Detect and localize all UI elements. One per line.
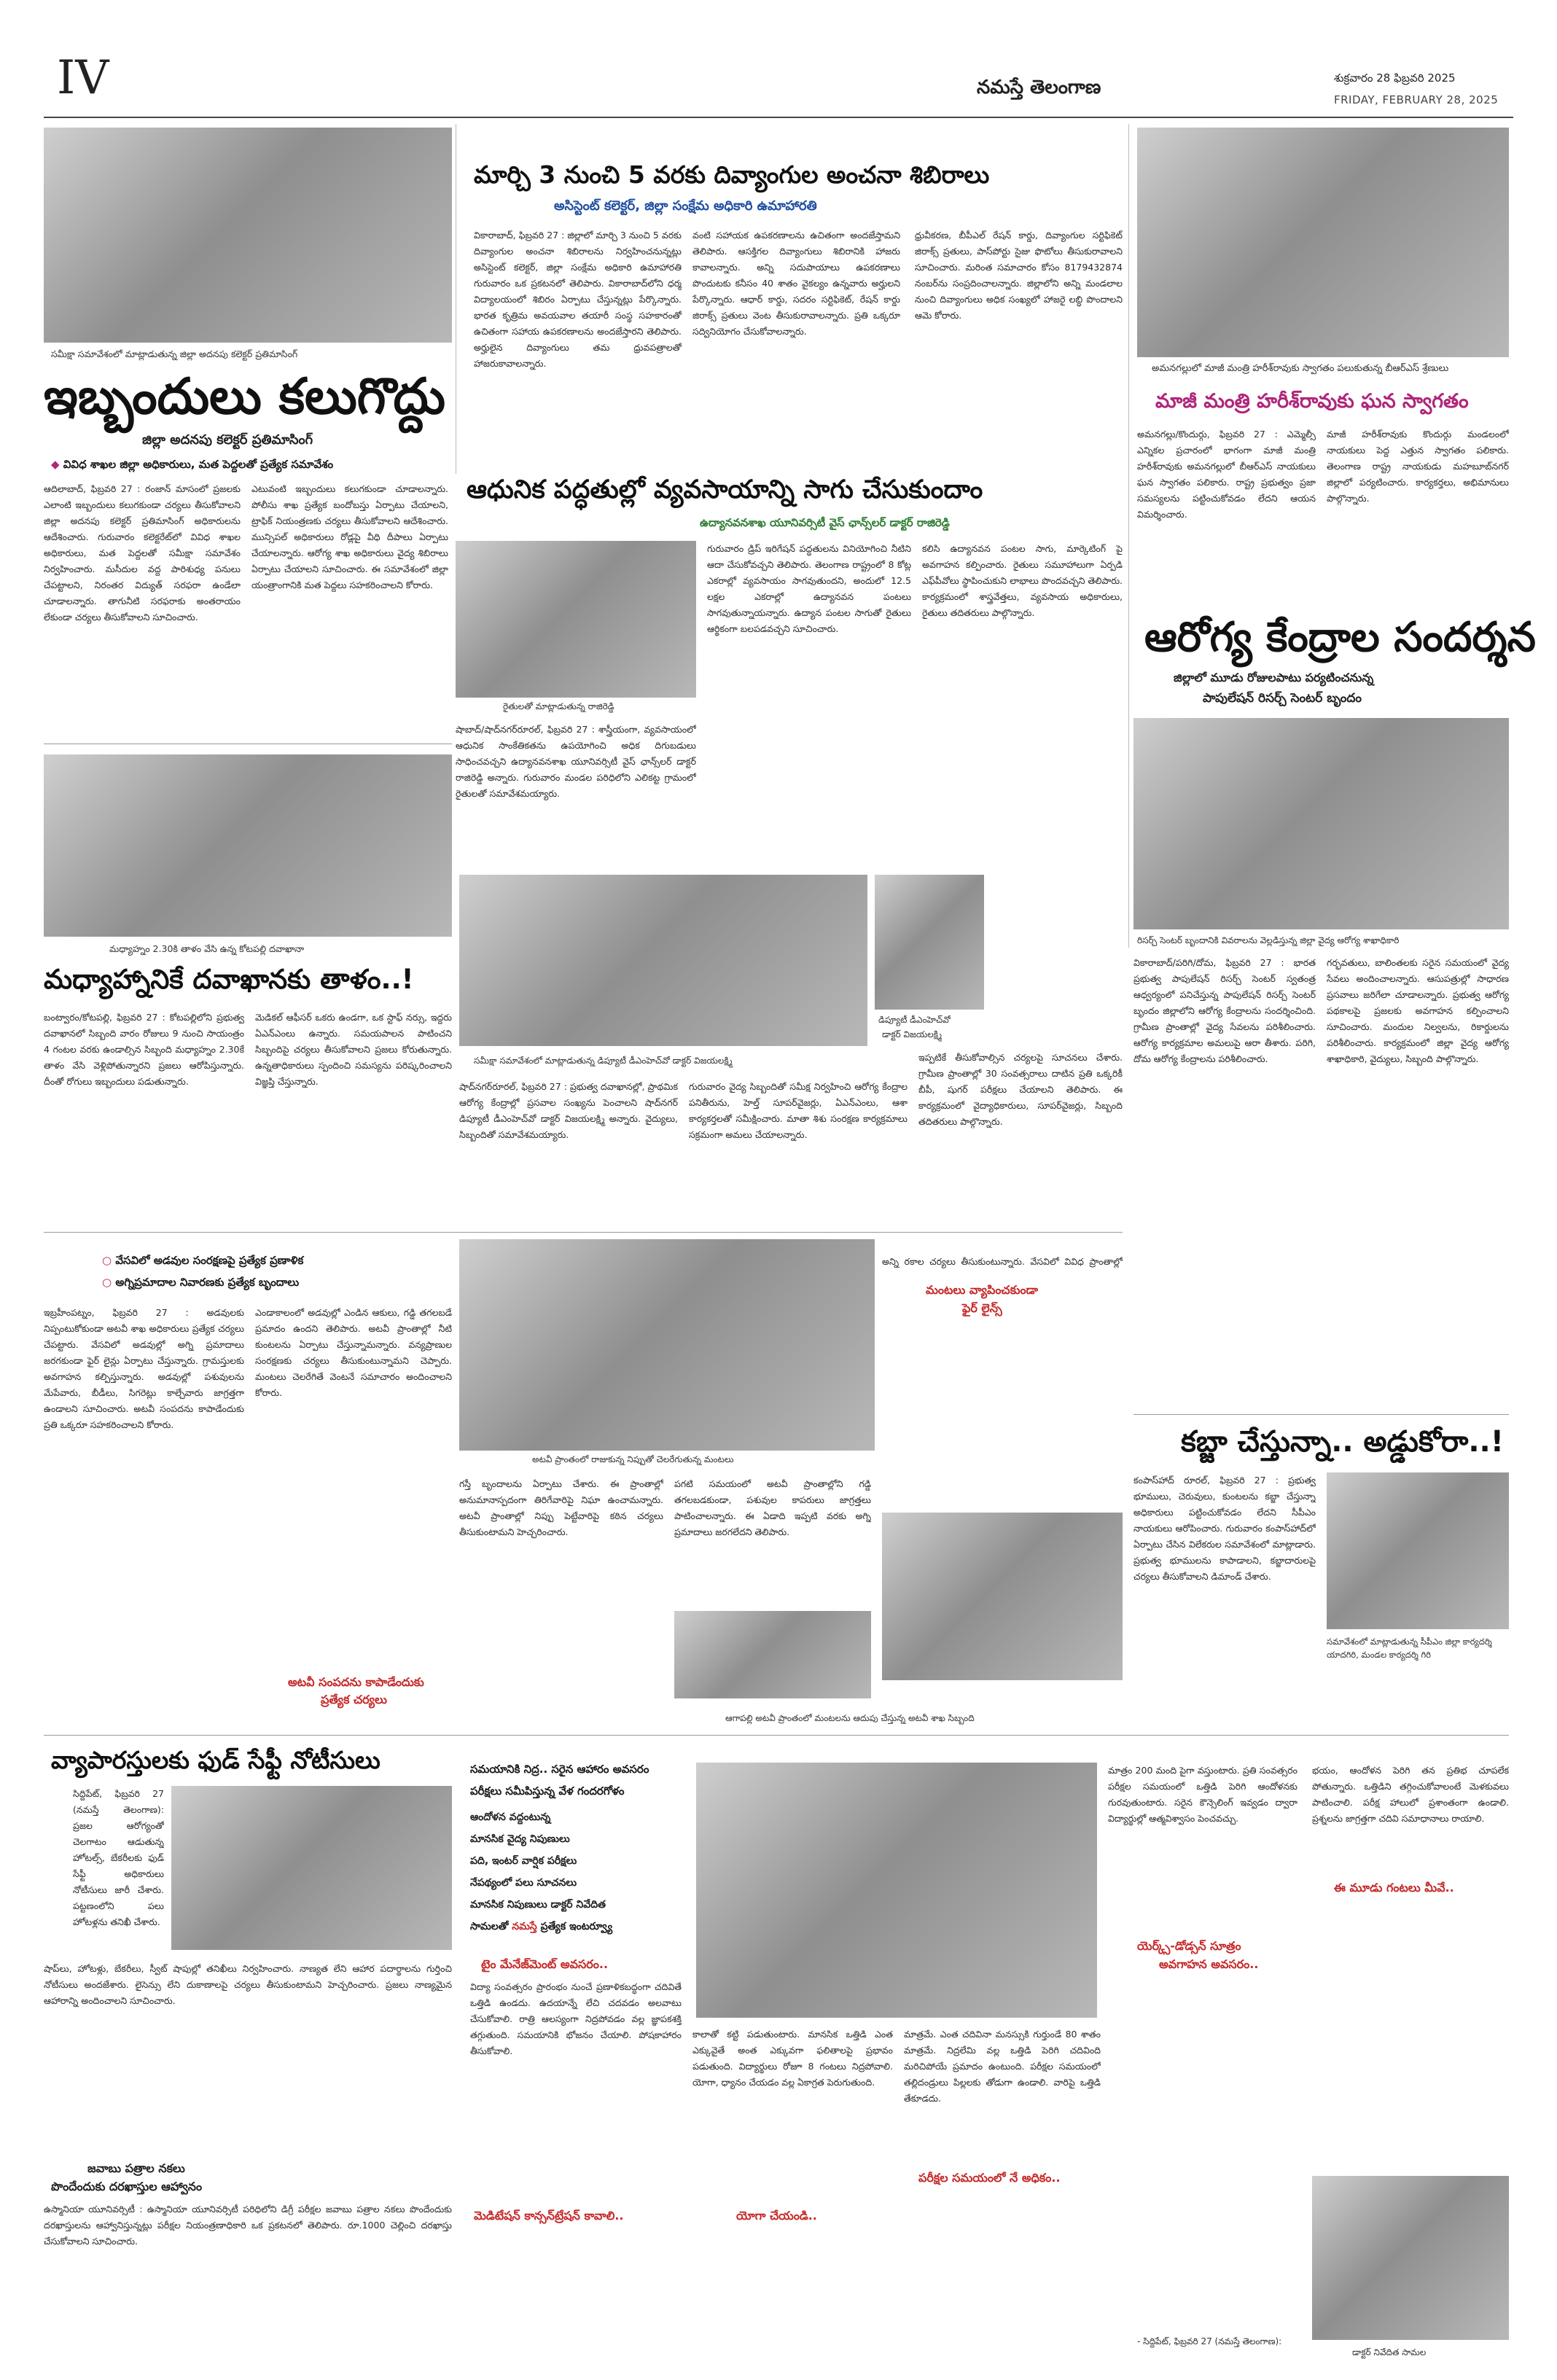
exam-col-1: విద్యా సంవత్సరం ప్రారంభం నుంచే ప్రణాళికబద్ధంగా చదివితే ఒత్తిడి ఉండదు. ఉదయాన్నే లేచి చదవడం అలవాటు చేసుకోవాలి. రాత్రి ఆలస్యంగా నిద్రపోవడం వల్ల జ్ఞాపకశక్తి తగ్గుతుంది. సమయానికి భోజనం చేయాలి. పోషకాహారం తీసుకోవాలి. (470, 1981, 682, 2056)
vijayalakshmi-col-2: గురువారం వైద్య సిబ్బందితో సమీక్ష నిర్వహించి ఆరోగ్య కేంద్రాల పనితీరును, హెల్త్ సూపర్‌వైజర్లు, ఏఎన్‌ఎంలు, ఆశా కార్యకర్తలతో సమీక్షించారు. మాతా శిశు సంరక్షణ కార్యక్రమాలు సక్రమంగా అమలు చేయాలన్నారు. (689, 1081, 908, 1140)
food-safety-sub-1: జవాబు పత్రాల నకలు (87, 2161, 185, 2175)
fire-photo-small (674, 1611, 871, 1698)
harish-photo (1137, 128, 1509, 357)
vijayalakshmi-col-3-visible: ఇప్పటికే తీసుకోవాల్సిన చర్యలపై సూచనలు చేశారు. గ్రామీణ ప్రాంతాల్లో 30 సంవత్సరాలు దాటిన ప్రతి ఒక్కరికీ బీపీ, షుగర్ పరీక్షలు చేయాలని తెలిపారు. ఈ కార్యక్రమంలో వైద్యాధికారులు, సూపర్‌వైజర్లు, సిబ్బంది తదితరులు పాల్గొన్నారు. (918, 1052, 1123, 1127)
exam-signoff: - సిద్దిపేట్, ఫిబ్రవరి 27 (నమస్తే తెలంగాణ): (1137, 2336, 1282, 2346)
brand-name: నమస్తే తెలంగాణ (977, 77, 1101, 98)
farming-byline: ఉద్యానవనశాఖ యూనివర్సిటీ వైస్ ఛాన్స్‌లర్ డాక్టర్ రాజిరెడ్డి (700, 516, 950, 529)
exam-list-item: మానసిక నిపుణులు డాక్టర్ నివేదిత (470, 1899, 606, 1911)
harish-col-1: అమనగల్లు/కొందుర్గు, ఫిబ్రవరి 27 : ఎమ్మెల్సీ ఎన్నికల ప్రచారంలో భాగంగా మాజీ మంత్రి హరీశ్‌రావుకు అమనగల్లులో బీఆర్‌ఎస్ నాయకులు ఘన స్వాగతం పలికారు. రాష్ట్ర ప్రభుత్వం ప్రజా సమస్యలను పట్టించుకోవడం లేదని ఆయన విమర్శించారు. (1137, 429, 1316, 520)
exam-list-item: మానసిక వైద్య నిపుణులు (470, 1833, 570, 1845)
kabja-headline: కబ్జా చేస్తున్నా.. అడ్డుకోరా..! (1181, 1425, 1504, 1459)
camps-col-2: వంటి సహాయక ఉపకరణాలను ఉచితంగా అందజేస్తామని తెలిపారు. ఆసక్తిగల దివ్యాంగులు శిబిరానికి హాజరు కావాలన్నారు. అన్ని సదుపాయాలు ఉపకరణాలు పొందుటకు కనీసం 40 శాతం వైకల్యం ఉన్నవారు అర్హులని పేర్కొన్నారు. ఆధార్ కార్డు, సదరం సర్టిఫికెట్, రేషన్ కార్డు జిరాక్స్ ప్రతులు వెంట తీసుకురావాలన్నారు. ప్రతి ఒక్కరూ సద్వినియోగం చేసుకోవాలన్నారు. (692, 230, 900, 337)
food-safety-sub-2: పొందేందుకు దరఖాస్తుల ఆహ్వానం (51, 2180, 203, 2193)
rule-h-3 (1133, 1414, 1509, 1415)
exam-list-item: పది, ఇంటర్ వార్షిక పరీక్షలు (470, 1855, 577, 1867)
fire-subhead-red: అటవీ సంపదను కాపాడేందుకు (288, 1675, 424, 1689)
fire-col-1: ఇబ్రహీంపట్నం, ఫిబ్రవరి 27 : అడవులకు నిప్పంటుకోకుండా అటవీ శాఖ అధికారులు ప్రత్యేక చర్యలు చేపట్టారు. వేసవిలో అడవుల్లో అగ్ని ప్రమాదాలు జరగకుండా ఫైర్ లైన్లు ఏర్పాటు చేస్తున్నారు. గ్రామస్తులకు అవగాహన కల్పిస్తున్నారు. అడవుల్లో పశువులను మేపేవారు, బీడీలు, సిగరెట్లు కాల్చేవారు జాగ్రత్తగా ఉండాలని సూచించారు. అటవీ సంపదను కాపాడేందుకు ప్రతి ఒక్కరూ సహకరించాలని కోరారు. (44, 1307, 244, 1430)
masthead-rule (44, 117, 1513, 118)
camps-col-1: వికారాబాద్, ఫిబ్రవరి 27 : జిల్లాలో మార్చి 3 నుంచి 5 వరకు దివ్యాంగుల అంచనా శిబిరాలను నిర్వహించనున్నట్లు అసిస్టెంట్ కలెక్టర్, జిల్లా సంక్షేమ అధికారి ఉమాహారతి గురువారం ఒక ప్రకటనలో తెలిపారు. వికారాబాద్‌లోని ధర్మ విద్యాలయంలో శిబిరం ఏర్పాటు చేస్తున్నట్లు పేర్కొన్నారు. భారత కృత్రిమ అవయవాల తయారీ సంస్థ సహకారంతో ఉచితంగా సహాయ ఉపకరణాలను అందజేస్తారని తెలిపారు. అర్హులైన దివ్యాంగులు తమ ధ్రువపత్రాలతో హాజరుకావాలన్నారు. (474, 230, 682, 369)
rule-h-4 (44, 1735, 1509, 1736)
davakhana-kicker: మధ్యాహ్నం 2.30కి తాళం వేసి ఉన్న కోటపల్లి దవాఖానా (109, 943, 305, 954)
exam-interview-line (470, 1921, 612, 1935)
fire-col-4: పగటి సమయంలో అటవీ ప్రాంతాల్లోని గడ్డి తగలబడకుండా, పశువుల కాపరులు జాగ్రత్తలు పాటించాలన్నారు. ఈ ఏడాది ఇప్పటి వరకు అగ్ని ప్రమాదాలు జరగలేదని తెలిపారు. (674, 1478, 871, 1537)
exam-sub-yerkes-2: అవగాహన అవసరం.. (1159, 1957, 1259, 1971)
ibbandulu-headline: ఇబ్బందులు కలుగొద్దు (44, 368, 446, 426)
exam-heading-1: సమయానికి నిద్ర.. సరైన ఆహారం అవసరం (470, 1763, 649, 1776)
exam-interview-suffix: ప్రత్యేక ఇంటర్వ్యూ (540, 1921, 613, 1932)
exam-sub-yerkes: యెర్క్స్-డోడ్సన్ సూత్రం (1137, 1939, 1241, 1953)
fire-photo-right (882, 1513, 1123, 1680)
ibbandulu-kicker: సమీక్షా సమావేశంలో మాట్లాడుతున్న జిల్లా అదనపు కలెక్టర్ ప్రతిమాసింగ్ (51, 348, 298, 359)
exam-heading-2: పరీక్షలు సమీపిస్తున్న వేళ గందరగోళం (470, 1784, 625, 1798)
food-safety-col-1: సిద్దిపేట్, ఫిబ్రవరి 27 (నమస్తే తెలంగాణ): ప్రజల ఆరోగ్యంతో చెలగాటం ఆడుతున్న హోటల్స్, బేకరీలకు ఫుడ్ సేఫ్టీ అధికారులు నోటీసులు జారీ చేశారు. పట్టణంలోని పలు హోటళ్లను తనిఖీ చేశారు. (73, 1788, 164, 1927)
exam-sub-yoga: యోగా చేయండి.. (736, 2209, 817, 2223)
fire-photo-caption: అటవీ ప్రాంతంలో రాజుకున్న నిప్పుతో చెలరేగుతున్న మంటలు (532, 1454, 734, 1464)
ibbandulu-col-2: ఎటువంటి ఇబ్బందులు కలుగకుండా చూడాలన్నారు. పోలీసు శాఖ ప్రత్యేక బందోబస్తు ఏర్పాటు చేయాలని, ట్రాఫిక్ నియంత్రణకు చర్యలు తీసుకోవాలని ఆదేశించారు. మున్సిపల్ అధికారులు రోడ్లపై వీధి దీపాలు ఏర్పాటు చేయాలన్నారు. ఆరోగ్య శాఖ అధికారులు వైద్య శిబిరాలు ఏర్పాటు చేయాలని సూచించారు. ఈ సమావేశంలో జిల్లా యంత్రాంగానికి మత పెద్దలు సహకరించాలని కోరారు. (251, 483, 448, 590)
davakhana-col-1: బంట్వారం/కోటపల్లి, ఫిబ్రవరి 27 : కోటపల్లిలోని ప్రభుత్వ దవాఖానలో సిబ్బంది వారం రోజులు 9 నుంచి సాయంత్రం 4 గంటల వరకు ఉండాల్సిన సిబ్బంది మధ్యాహ్నం 2.30కే తాళం వేసి వెళ్లిపోతున్నారని ప్రజలు ఆరోపిస్తున్నారు. దీంతో రోగులు ఇబ్బందులు పడుతున్నారు. (44, 1012, 244, 1087)
vijayalakshmi-caption-1: డిప్యూటీ డీఎంహెచ్‌వో (878, 1015, 951, 1025)
date-telugu: శుక్రవారం 28 ఫిబ్రవరి 2025 (1334, 71, 1456, 85)
exam-col-3: మాత్రమే. ఎంత చదివినా మనస్సుకి గుర్తుండే 80 శాతం మాత్రమే. నిద్రలేమి వల్ల ఒత్తిడి పెరిగి చదివింది మరిచిపోయే ప్రమాదం ఉంటుంది. పరీక్షల సమయంలో తల్లిదండ్రులు పిల్లలకు తోడుగా ఉండాలి. వారిపై ఒత్తిడి తేకూడదు. (904, 2029, 1101, 2104)
fire-bullet-1 (102, 1254, 303, 1270)
harish-headline: మాజీ మంత్రి హరీశ్‌రావుకు ఘన స్వాగతం (1155, 390, 1469, 413)
ibbandulu-byline: జిల్లా అదనపు కలెక్టర్ ప్రతిమాసింగ్ (142, 432, 313, 448)
exam-sub-3hours: ఈ మూడు గంటలు మీవే.. (1334, 1881, 1454, 1895)
fire-mid-text-intro (882, 1254, 1123, 1268)
exam-list (470, 1806, 606, 1916)
farming-col-1: షాబాద్/షాద్‌నగర్‌రూరల్, ఫిబ్రవరి 27 : శాస్త్రీయంగా, వ్యవసాయంలో ఆధునిక సాంకేతికతను ఉపయోగించి అధిక దిగుబడులు సాధించవచ్చని ఉద్యానవనశాఖ యూనివర్సిటీ వైస్ ఛాన్స్‌లర్ డాక్టర్ రాజిరెడ్డి అన్నారు. గురువారం మండల పరిధిలోని ఎలికట్ట గ్రామంలో రైతులతో సమావేశమయ్యారు. (456, 724, 696, 799)
camps-headline: మార్చి 3 నుంచి 5 వరకు దివ్యాంగుల అంచనా శిబిరాలు (474, 160, 990, 189)
rule-right-top (1128, 124, 1129, 948)
page-number: IV (57, 51, 109, 105)
fire-bullet-2-text: అగ్నిప్రమాదాల నివారణకు ప్రత్యేక బృందాలు (115, 1276, 300, 1289)
arogya-col-2: గర్భవతులు, బాలింతలకు సరైన సమయంలో వైద్య సేవలు అందించాలన్నారు. ఆసుపత్రుల్లో సాధారణ ప్రసవాలు జరిగేలా చూడాలన్నారు. ప్రభుత్వ ఆరోగ్య పథకాలపై ప్రజలకు అవగాహన కల్పించాలని సూచించారు. మందుల నిల్వలను, రికార్డులను పరిశీలించారు. కార్యక్రమంలో జిల్లా వైద్య ఆరోగ్య శాఖాధికారి, వైద్యులు, సిబ్బంది పాల్గొన్నారు. (1327, 957, 1509, 1064)
exam-interview-prefix: సామలతో (470, 1921, 509, 1932)
exam-col-2: కాలాతో కట్టి పడుతుంటారు. మానసిక ఒత్తిడి ఎంత ఎక్కువైతే అంత ఎక్కువగా ఫలితాలపై ప్రభావం పడుతుంది. విద్యార్థులు రోజూ 8 గంటలు నిద్రపోవాలి. యోగా, ధ్యానం చేయడం వల్ల ఏకాగ్రత పెరుగుతుంది. (692, 2029, 893, 2088)
arogya-headline: ఆరోగ్య కేంద్రాల సందర్శన (1144, 614, 1536, 661)
exam-sub-meditation: మెడిటేషన్ కాన్సన్‌ట్రేషన్ కావాలి.. (474, 2209, 624, 2223)
exam-signature: డాక్టర్ నివేదిత సామల (1352, 2347, 1427, 2357)
exam-photo (696, 1763, 1097, 2018)
camps-byline: అసిస్టెంట్ కలెక్టర్, జిల్లా సంక్షేమ అధికారి ఉమాహారతి (554, 198, 817, 214)
exam-portrait (1312, 2176, 1509, 2340)
harish-kicker: అమనగల్లులో మాజీ మంత్రి హరీశ్‌రావుకు స్వాగతం పలుకుతున్న బీఆర్‌ఎస్ శ్రేణులు (1152, 363, 1449, 374)
ibbandulu-photo (44, 128, 452, 343)
vijayalakshmi-kicker: సమీక్షా సమావేశంలో మాట్లాడుతున్న డిప్యూటీ డీఎంహెచ్‌వో డాక్టర్ విజయలక్ష్మి (474, 1056, 733, 1066)
kabja-kicker: సమావేశంలో మాట్లాడుతున్న సీపీఎం జిల్లా కార్యదర్శి యాదగిరి, మండల కార్యదర్శి గిరి (1327, 1636, 1492, 1660)
arogya-photo (1133, 718, 1509, 929)
fire-mid-subhead: మంటలు వ్యాపించకుండా (926, 1283, 1038, 1297)
arogya-byline: పాపులేషన్ రిసర్చ్ సెంటర్ బృందం (1203, 691, 1362, 706)
fire-subhead-red-2: ప్రత్యేక చర్యలు (321, 1693, 387, 1706)
fire-mid-subhead-2: ఫైర్ లైన్స్ (962, 1301, 1002, 1315)
arogya-subhead: జిల్లాలో మూడు రోజులపాటు పర్యటించనున్న (1174, 671, 1374, 684)
fire-bullet-1-text: వేసవిలో అడవుల సంరక్షణపై ప్రత్యేక ప్రణాళిక (115, 1254, 304, 1267)
exam-sub-time: టైం మేనేజ్‌మెంట్ అవసరం.. (481, 1957, 609, 1971)
exam-col-5: భయం, ఆందోళన పెరిగి తన ప్రతిభ చూపలేక పోతున్నారు. ఒత్తిడిని తగ్గించుకోవాలంటే మెళకువలు పాటించాలి. పరీక్ష హాలులో ప్రశాంతంగా ఉండాలి. ప్రశ్నలను జాగ్రత్తగా చదివి సమాధానాలు రాయాలి. (1312, 1765, 1509, 1824)
food-safety-col-3: ఉస్మానియా యూనివర్సిటీ : ఉస్మానియా యూనివర్సిటీ పరిధిలోని డిగ్రీ పరీక్షల జవాబు పత్రాల నకలు పొందేందుకు దరఖాస్తులను ఆహ్వానిస్తున్నట్లు పరీక్షల నియంత్రణాధికారి ఒక ప్రకటనలో తెలిపారు. రూ.1000 చెల్లించి దరఖాస్తు చేసుకోవాలని సూచించారు. (44, 2204, 452, 2247)
davakhana-col-2: మెడికల్ ఆఫీసర్ ఒకరు ఉండగా, ఒక స్టాఫ్ నర్సు, ఇద్దరు ఏఎన్‌ఎంలు ఉన్నారు. సమయపాలన పాటించని సిబ్బందిపై చర్యలు తీసుకోవాలని ప్రజలు కోరుతున్నారు. ఉన్నతాధికారులు స్పందించి సమస్యను పరిష్కరించాలని విజ్ఞప్తి చేస్తున్నారు. (255, 1012, 452, 1087)
exam-list-item: నేపథ్యంలో పలు సూచనలు (470, 1877, 577, 1889)
farming-photo (456, 541, 696, 698)
exam-list-item: ఆందోళన వద్దంటున్న (470, 1811, 551, 1823)
food-safety-headline: వ్యాపారస్తులకు ఫుడ్ సేఫ్టీ నోటీసులు (51, 1746, 381, 1774)
rule-h-2 (44, 1232, 1123, 1233)
davakhana-headline: మధ్యాహ్నానికే దవాఖానకు తాళం..! (44, 964, 414, 995)
ibbandulu-col-1: ఆదిలాబాద్, ఫిబ్రవరి 27 : రంజాన్ మాసంలో ప్రజలకు ఎలాంటి ఇబ్బందులు కలుగకుండా చర్యలు తీసుకోవాలని జిల్లా అదనపు కలెక్టర్ ప్రతిమాసింగ్ అధికారులను ఆదేశించారు. గురువారం కలెక్టరేట్‌లో వివిధ శాఖల అధికారులు, మత పెద్దలతో సమీక్షా సమావేశం నిర్వహించారు. మసీదుల వద్ద పారిశుధ్య పనులు చేపట్టాలని, నిరంతర విద్యుత్ సరఫరా ఉండేలా చూడాలన్నారు. తాగునీటి సరఫరాకు అంతరాయం లేకుండా చర్యలు తీసుకోవాలని సూచించారు. (44, 483, 241, 623)
fire-col-2: ఎండాకాలంలో అడవుల్లో ఎండిన ఆకులు, గడ్డి తగలబడే ప్రమాదం ఉందని తెలిపారు. అటవీ ప్రాంతాల్లో నీటి కుంటలను ఏర్పాటు చేస్తున్నామన్నారు. వన్యప్రాణుల సంరక్షణకు చర్యలు తీసుకుంటున్నామని చెప్పారు. మంటలు చెలరేగితే వెంటనే సమాచారం అందించాలని కోరారు. (255, 1307, 452, 1398)
date-english: FRIDAY, FEBRUARY 28, 2025 (1334, 93, 1499, 106)
fire-bottom-caption: ఆగాపల్లి అటవీ ప్రాంతంలో మంటలను ఆదుపు చేస్తున్న అటవీ శాఖ సిబ్బంది (725, 1713, 975, 1723)
vijayalakshmi-caption-2: డాక్టర్ విజయలక్ష్మి (882, 1029, 943, 1039)
harish-col-2: మాజీ హరీశ్‌రావుకు కొందుర్గు మండలంలో నాయకులు పెద్ద ఎత్తున స్వాగతం పలికారు. తెలంగాణ రాష్ట్ర నాయకుడు మహబూబ్‌నగర్ జిల్లాలో పర్యటించారు. కార్యకర్తలు, అభిమానులు పాల్గొన్నారు. (1327, 429, 1509, 504)
kabja-col-1: కంపాస్‌హాద్ రూరల్, ఫిబ్రవరి 27 : ప్రభుత్వ భూములు, చెరువులు, కుంటలను కబ్జా చేస్తున్నా అధికారులు పట్టించుకోవడం లేదని సీపీఎం నాయకులు ఆరోపించారు. గురువారం కంపాస్‌హాద్‌లో ఏర్పాటు చేసిన విలేకరుల సమావేశంలో మాట్లాడారు. ప్రభుత్వ భూములను కాపాడాలని, కబ్జాదారులపై చర్యలు తీసుకోవాలని డిమాండ్ చేశారు. (1133, 1475, 1316, 1582)
farming-headline: ఆధునిక పద్ధతుల్లో వ్యవసాయాన్ని సాగు చేసుకుందాం (467, 475, 983, 504)
food-safety-photo (171, 1786, 452, 1950)
arogya-kicker: రిసర్చ్ సెంటర్ బృందానికి వివరాలను వెల్లడిస్తున్న జిల్లా వైద్య ఆరోగ్య శాఖాధికారి (1137, 935, 1400, 945)
camps-col-3: ధ్రువీకరణ, బీపీఎల్ రేషన్ కార్డు, దివ్యాంగుల సర్టిఫికెట్ జిరాక్స్ ప్రతులు, పాస్‌పోర్టు సైజు ఫొటోలు తీసుకురావాలని సూచించారు. మరింత సమాచారం కోసం 8179432874 నంబర్‌ను సంప్రదించాలన్నారు. జిల్లాలోని అన్ని మండలాల నుంచి దివ్యాంగులు అధిక సంఖ్యలో హాజరై లబ్ధి పొందాలని ఆమె కోరారు. (915, 230, 1123, 321)
farming-photo-caption: రైతులతో మాట్లాడుతున్న రాజిరెడ్డి (503, 701, 614, 711)
exam-col-4: మాత్రం 200 మంది పైగా వస్తుంటారు. ప్రతి సంవత్సరం పరీక్షల సమయంలో ఒత్తిడి పెరిగి ఆందోళనకు గురవుతుంటారు. సరైన కౌన్సెలింగ్ ఇవ్వడం ద్వారా విద్యార్థుల్లో ఆత్మవిశ్వాసం పెంచవచ్చు. (1108, 1765, 1298, 1824)
exam-sub-exam-time: పరీక్షల సమయంలో నే అధికం.. (918, 2171, 1061, 2185)
ibbandulu-subhead-text: వివిధ శాఖల జిల్లా అధికారులు, మత పెద్దలతో ప్రత్యేక సమావేశం (63, 458, 334, 471)
exam-interview-brand: నమస్తే (512, 1921, 537, 1932)
food-safety-col-2: షాప్‌లు, హోటళ్లు, బేకరీలు, స్వీట్ షాపుల్లో తనిఖీలు నిర్వహించారు. నాణ్యత లేని ఆహార పదార్థాలను గుర్తించి నోటీసులు అందజేశారు. లైసెన్సు లేని దుకాణాలపై చర్యలు తీసుకుంటామని హెచ్చరించారు. ప్రజలు నాణ్యమైన ఆహారాన్ని అందించాలని సూచించారు. (44, 1963, 452, 2006)
farming-col-2: గురువారం డ్రిప్ ఇరిగేషన్ పద్ధతులను వినియోగించి నీటిని ఆదా చేసుకోవచ్చని తెలిపారు. తెలంగాణ రాష్ట్రంలో 8 కోట్ల ఎకరాల్లో వ్యవసాయం సాగవుతుందని, అందులో 12.5 లక్షల ఎకరాల్లో ఉద్యానవన పంటలు సాగవుతున్నాయన్నారు. ఉద్యాన పంటల సాగుతో రైతులు ఆర్థికంగా బలపడవచ్చని సూచించారు. (707, 543, 911, 634)
farming-col-3: కలిసి ఉద్యానవన పంటల సాగు, మార్కెటింగ్ పై అవగాహన కల్పించారు. రైతులు సమూహాలుగా ఏర్పడి ఎఫ్‌పీవోలు స్థాపించుకుని లాభాలు పొందవచ్చని తెలిపారు. కార్యక్రమంలో శాస్త్రవేత్తలు, వ్యవసాయ అధికారులు, రైతులు తదితరులు పాల్గొన్నారు. (922, 543, 1123, 618)
davakhana-photo (44, 754, 452, 937)
kabja-photo (1327, 1472, 1509, 1629)
fire-photo-main (459, 1239, 875, 1451)
vijayalakshmi-photo (459, 875, 867, 1046)
vijayalakshmi-portrait (875, 875, 984, 1010)
fire-col-3: గస్తీ బృందాలను ఏర్పాటు చేశారు. ఈ ప్రాంతాల్లో అనుమానాస్పదంగా తిరిగేవారిపై నిఘా ఉంచామన్నారు. అటవీ ప్రాంతాల్లో నిప్పు పెట్టేవారిపై కఠిన చర్యలు తీసుకుంటామని హెచ్చరించారు. (459, 1478, 663, 1537)
arogya-col-1: వికారాబాద్/పరిగి/దోమ, ఫిబ్రవరి 27 : భారత ప్రభుత్వ పాపులేషన్ రిసర్చ్ సెంటర్ స్వతంత్ర ఆధ్వర్యంలో పనిచేస్తున్న పాపులేషన్ రిసర్చ్ సెంటర్ బృందం జిల్లాలోని ఆరోగ్య కేంద్రాలను సందర్శించింది. గ్రామీణ ప్రాంతాల్లో వైద్య సేవలను పరిశీలించారు. ఆరోగ్య కార్యక్రమాల అమలుపై ఆరా తీశారు. పరిగి, దోమ ఆరోగ్య కేంద్రాలను పరిశీలించారు. (1133, 957, 1316, 1064)
ibbandulu-subhead (51, 458, 333, 474)
vijayalakshmi-col-1: షాద్‌నగర్‌రూరల్, ఫిబ్రవరి 27 : ప్రభుత్వ దవాఖానల్లో, ప్రాథమిక ఆరోగ్య కేంద్రాల్లో ప్రసవాల సంఖ్యను పెంచాలని షాద్‌నగర్ డిప్యూటీ డీఎంహెచ్‌వో డాక్టర్ విజయలక్ష్మి అన్నారు. వైద్యులు, సిబ్బందితో సమావేశమయ్యారు. (459, 1081, 678, 1140)
fire-bullet-2 (102, 1276, 299, 1292)
fire-mid-text: అన్ని రకాల చర్యలు తీసుకుంటున్నారు. వేసవిలో వివిధ ప్రాంతాల్లో (882, 1256, 1123, 1267)
